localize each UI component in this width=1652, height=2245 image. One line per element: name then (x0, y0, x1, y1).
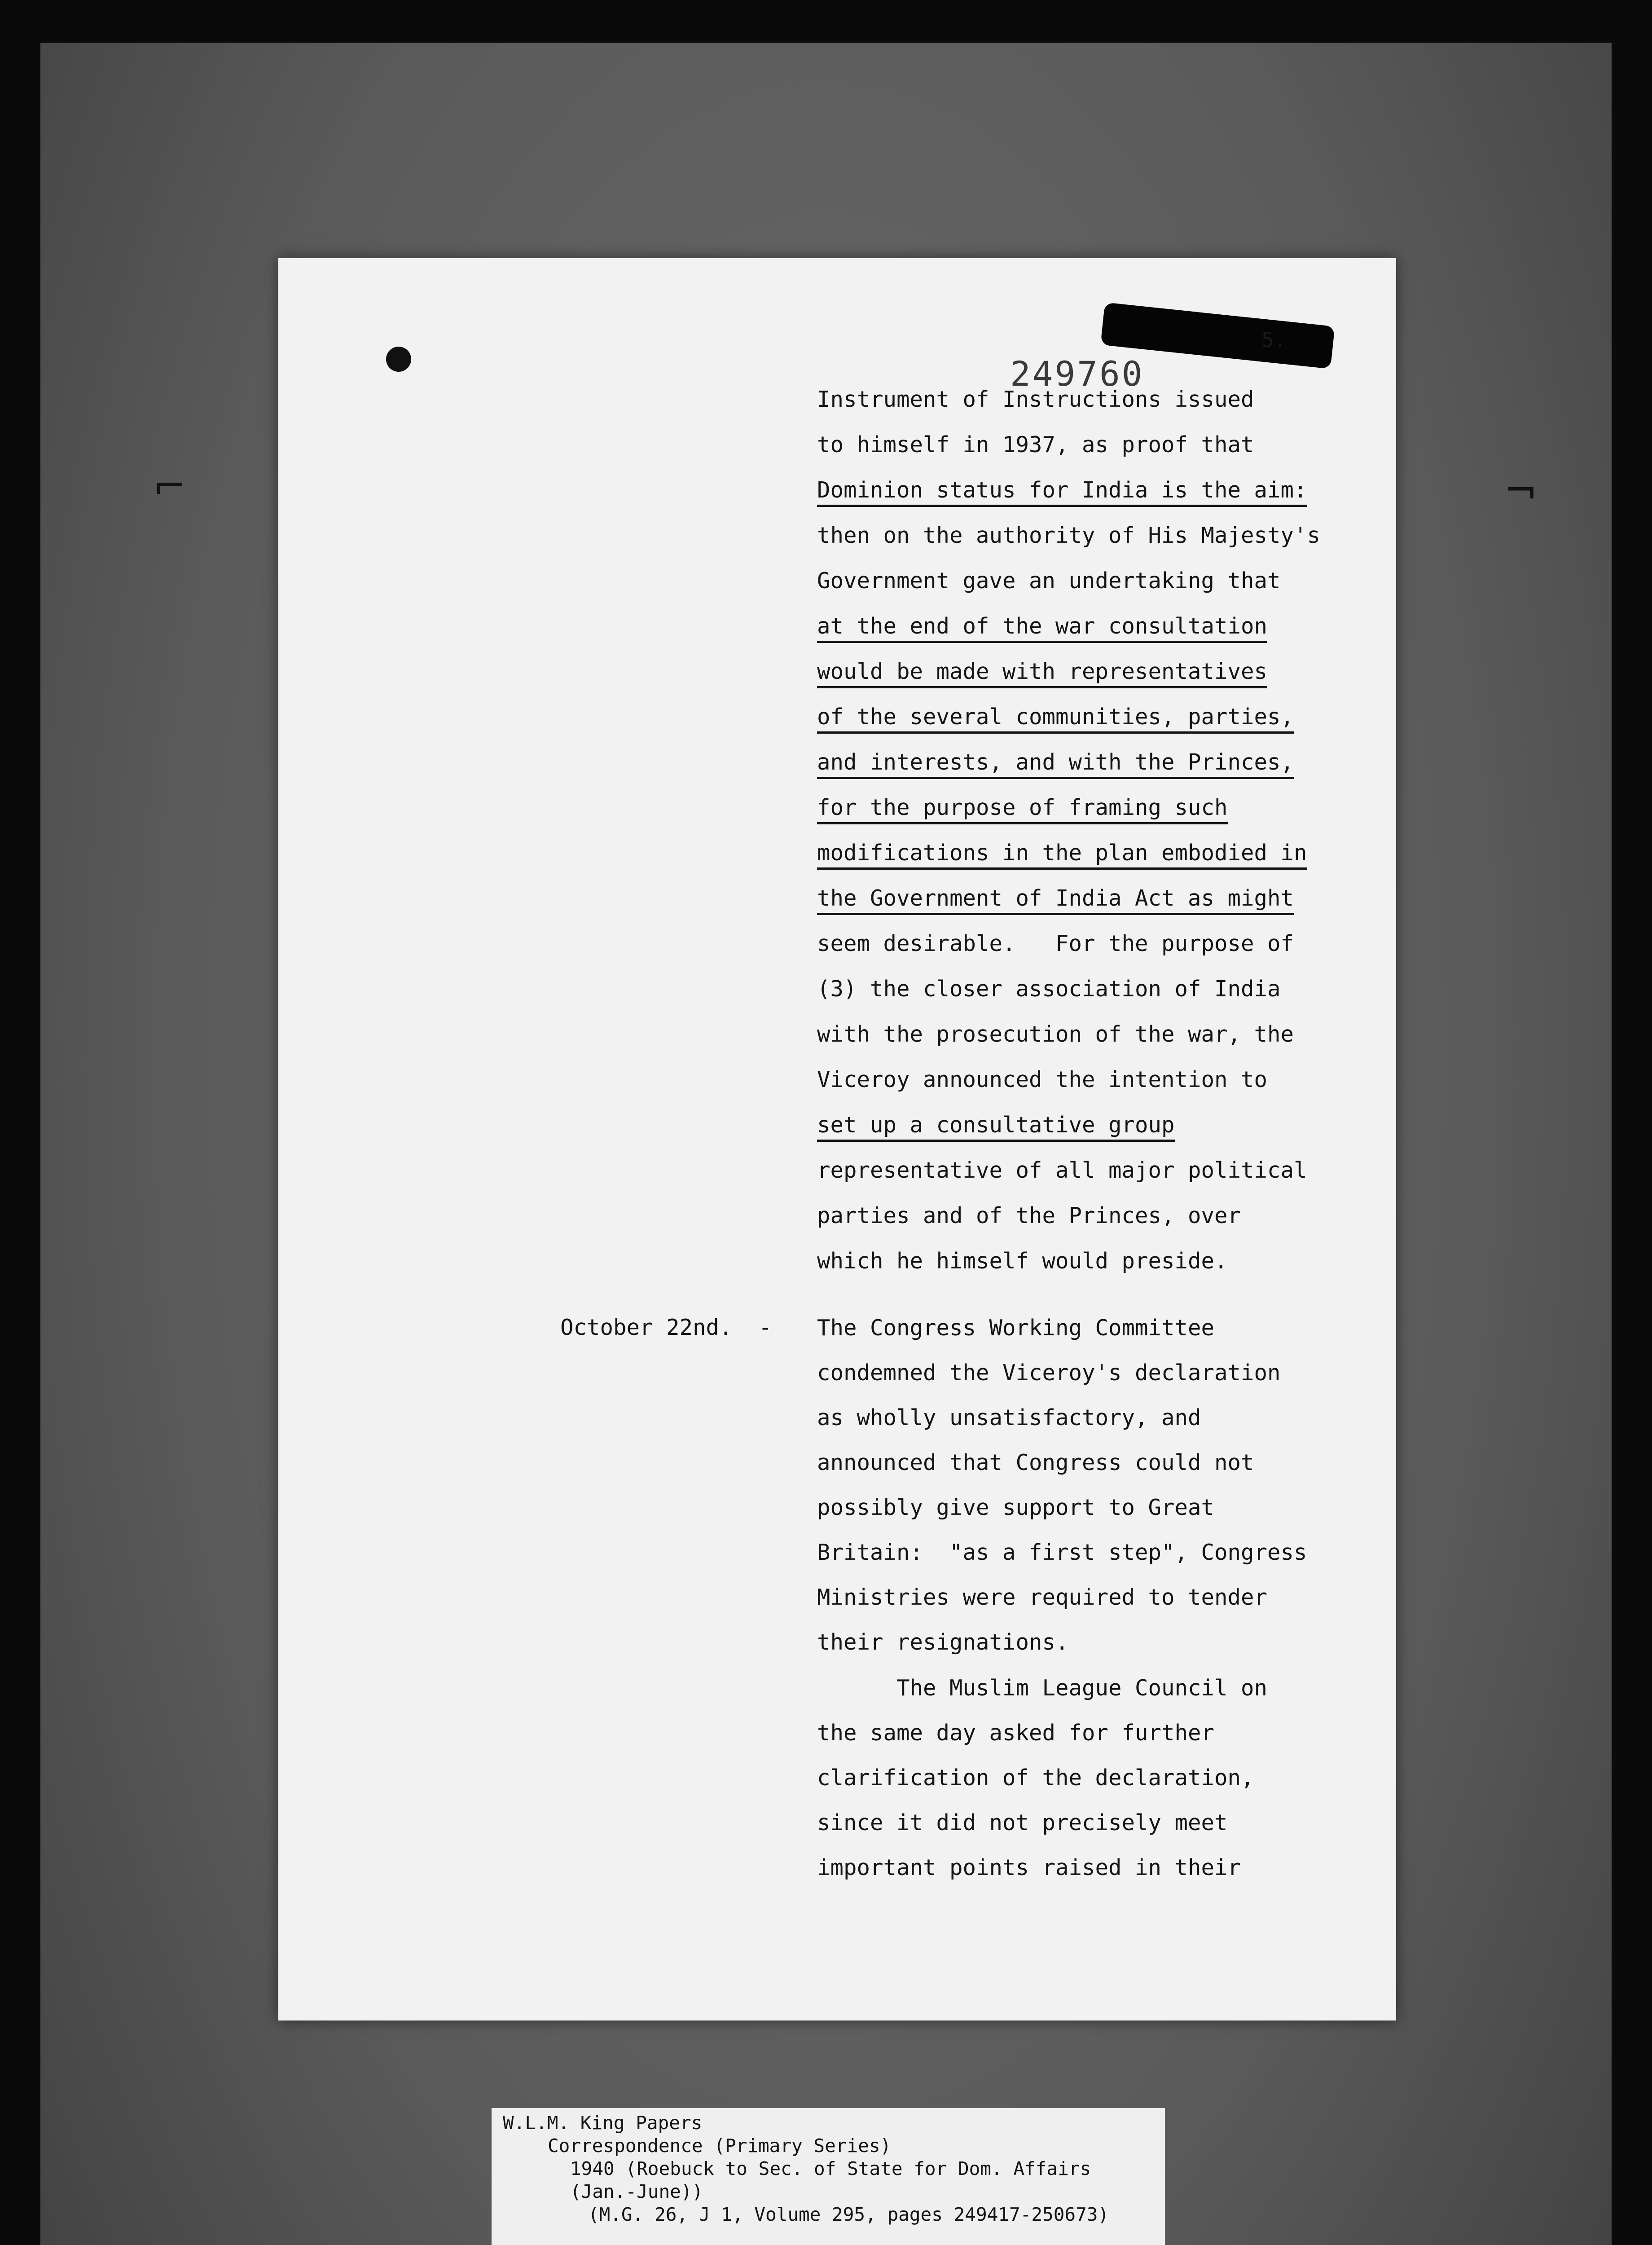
paragraph-1-line: seem desirable. For the purpose of (817, 931, 1294, 956)
paragraph-1-line: and interests, and with the Princes, (817, 749, 1294, 779)
paragraph-3-line: since it did not precisely meet (817, 1810, 1228, 1836)
film-corner-mark: ¬ (1504, 467, 1538, 514)
paragraph-1-line: set up a consultative group (817, 1112, 1175, 1142)
paragraph-2-line: condemned the Viceroy's declaration (817, 1360, 1281, 1386)
paragraph-2-line: possibly give support to Great (817, 1495, 1215, 1520)
label-line: W.L.M. King Papers (503, 2112, 703, 2134)
date-dash: - (759, 1315, 772, 1340)
paragraph-3-line: important points raised in their (817, 1855, 1241, 1880)
paragraph-1-line: modifications in the plan embodied in (817, 840, 1307, 870)
paragraph-1-line: of the several communities, parties, (817, 704, 1294, 734)
punch-hole (386, 347, 411, 372)
paragraph-1-line: which he himself would preside. (817, 1248, 1228, 1274)
date-label: October 22nd. (560, 1315, 733, 1340)
paragraph-1-line: Government gave an undertaking that (817, 568, 1281, 594)
paragraph-3-line: the same day asked for further (817, 1720, 1215, 1746)
label-line: Correspondence (Primary Series) (548, 2135, 892, 2157)
paragraph-1-line: to himself in 1937, as proof that (817, 432, 1254, 458)
paragraph-1-line: parties and of the Princes, over (817, 1203, 1241, 1228)
paragraph-1-line: for the purpose of framing such (817, 794, 1228, 824)
paragraph-1-line: Dominion status for India is the aim: (817, 477, 1307, 507)
paragraph-1-line: then on the authority of His Majesty's (817, 523, 1321, 548)
paragraph-2-line: their resignations. (817, 1629, 1069, 1655)
paragraph-1-line: Viceroy announced the intention to (817, 1067, 1268, 1092)
paragraph-2-line: Ministries were required to tender (817, 1585, 1268, 1610)
label-line: (Jan.-June)) (570, 2181, 703, 2202)
label-line: 1940 (Roebuck to Sec. of State for Dom. Affairs (570, 2158, 1091, 2179)
label-line: (M.G. 26, J 1, Volume 295, pages 249417-250673) (588, 2204, 1109, 2225)
paragraph-2-line: The Congress Working Committee (817, 1315, 1215, 1341)
paragraph-3-line: The Muslim League Council on (817, 1675, 1268, 1701)
paragraph-1-line: representative of all major political (817, 1158, 1307, 1183)
paragraph-1-line: the Government of India Act as might (817, 885, 1294, 915)
collection-label-card (492, 2108, 1165, 2245)
paragraph-1-line: with the prosecution of the war, the (817, 1021, 1294, 1047)
paragraph-3-line: clarification of the declaration, (817, 1765, 1254, 1791)
page-number: 5. (1261, 328, 1287, 352)
film-corner-mark: ⌐ (153, 462, 187, 510)
paragraph-1-line: at the end of the war consultation (817, 613, 1267, 643)
paragraph-1-line: Instrument of Instructions issued (817, 387, 1254, 412)
paragraph-2-line: as wholly unsatisfactory, and (817, 1405, 1201, 1431)
paragraph-2-line: announced that Congress could not (817, 1450, 1254, 1475)
paragraph-1-line: would be made with representatives (817, 658, 1267, 688)
paragraph-2-line: Britain: "as a first step", Congress (817, 1540, 1307, 1565)
paragraph-1-line: (3) the closer association of India (817, 976, 1281, 1002)
document-number: 249760 (1010, 354, 1144, 394)
